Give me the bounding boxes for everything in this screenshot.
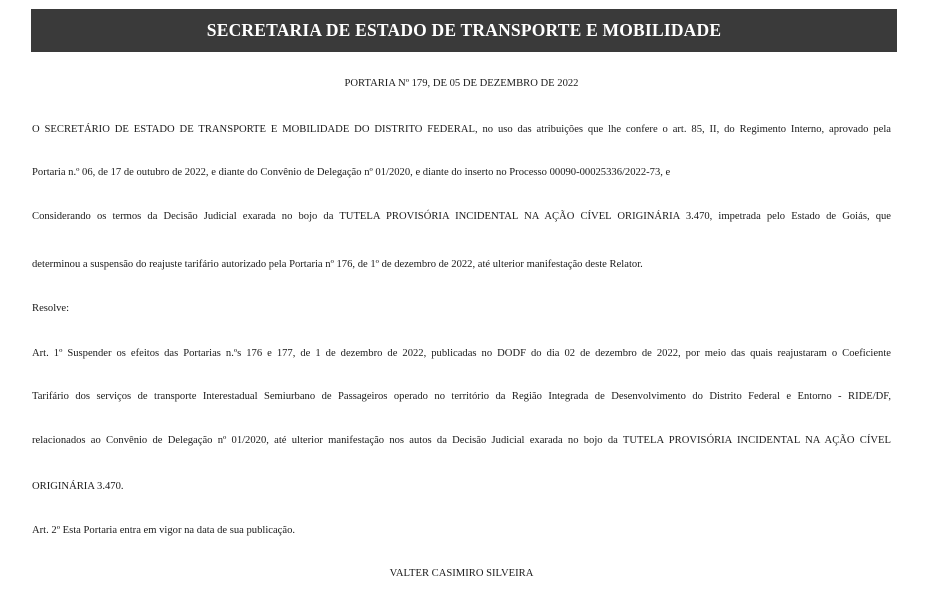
paragraph-line: Considerando os termos da Decisão Judicial exarada no bojo da TUTELA PROVISÓRIA INCIDENTAL NA AÇÃO CÍVEL ORIGINÁRIA 3.470, impetrada pelo Estado de Goiás, que (32, 211, 891, 222)
paragraph-line: determinou a suspensão do reajuste tarifário autorizado pela Portaria nº 176, de 1º de dezembro de 2022, até ulterior manifestação deste Relator. (32, 259, 643, 270)
paragraph-line: ORIGINÁRIA 3.470. (32, 481, 124, 492)
header-title: SECRETARIA DE ESTADO DE TRANSPORTE E MOBILIDADE (206, 20, 722, 40)
paragraph-line: O SECRETÁRIO DE ESTADO DE TRANSPORTE E MOBILIDADE DO DISTRITO FEDERAL, no uso das atribuições que lhe confere o art. 85, II, do Regimento Interno, aprovado pela (32, 124, 891, 135)
resolve-label: Resolve: (32, 303, 70, 314)
paragraph-line: Portaria n.º 06, de 17 de outubro de 2022, e diante do Convênio de Delegação nº 01/2020, e diante do inserto no Processo 00090-00025336/2022-73, e (32, 167, 671, 178)
paragraph-line: Art. 2º Esta Portaria entra em vigor na data de sua publicação. (32, 525, 296, 536)
paragraph-line: Tarifário dos serviços de transporte Interestadual Semiurbano de Passageiros operado no território da Região Integrada de Desenvolvimento do Distrito Federal e Entorno - RIDE/DF, (32, 391, 891, 402)
paragraph-line: relacionados ao Convênio de Delegação nº 01/2020, até ulterior manifestação nos autos da Decisão Judicial exarada no bojo da TUTELA PROVISÓRIA INCIDENTAL NA AÇÃO CÍVEL (32, 435, 891, 446)
signature-name: VALTER CASIMIRO SILVEIRA (389, 568, 534, 579)
header-bar (31, 9, 897, 52)
ordinance-title: PORTARIA Nº 179, DE 05 DE DEZEMBRO DE 2022 (344, 78, 579, 89)
paragraph-line: Art. 1º Suspender os efeitos das Portarias n.ºs 176 e 177, de 1 de dezembro de 2022, publicadas no DODF do dia 02 de dezembro de 2022, por meio das quais reajustaram o Coeficiente (32, 348, 891, 359)
